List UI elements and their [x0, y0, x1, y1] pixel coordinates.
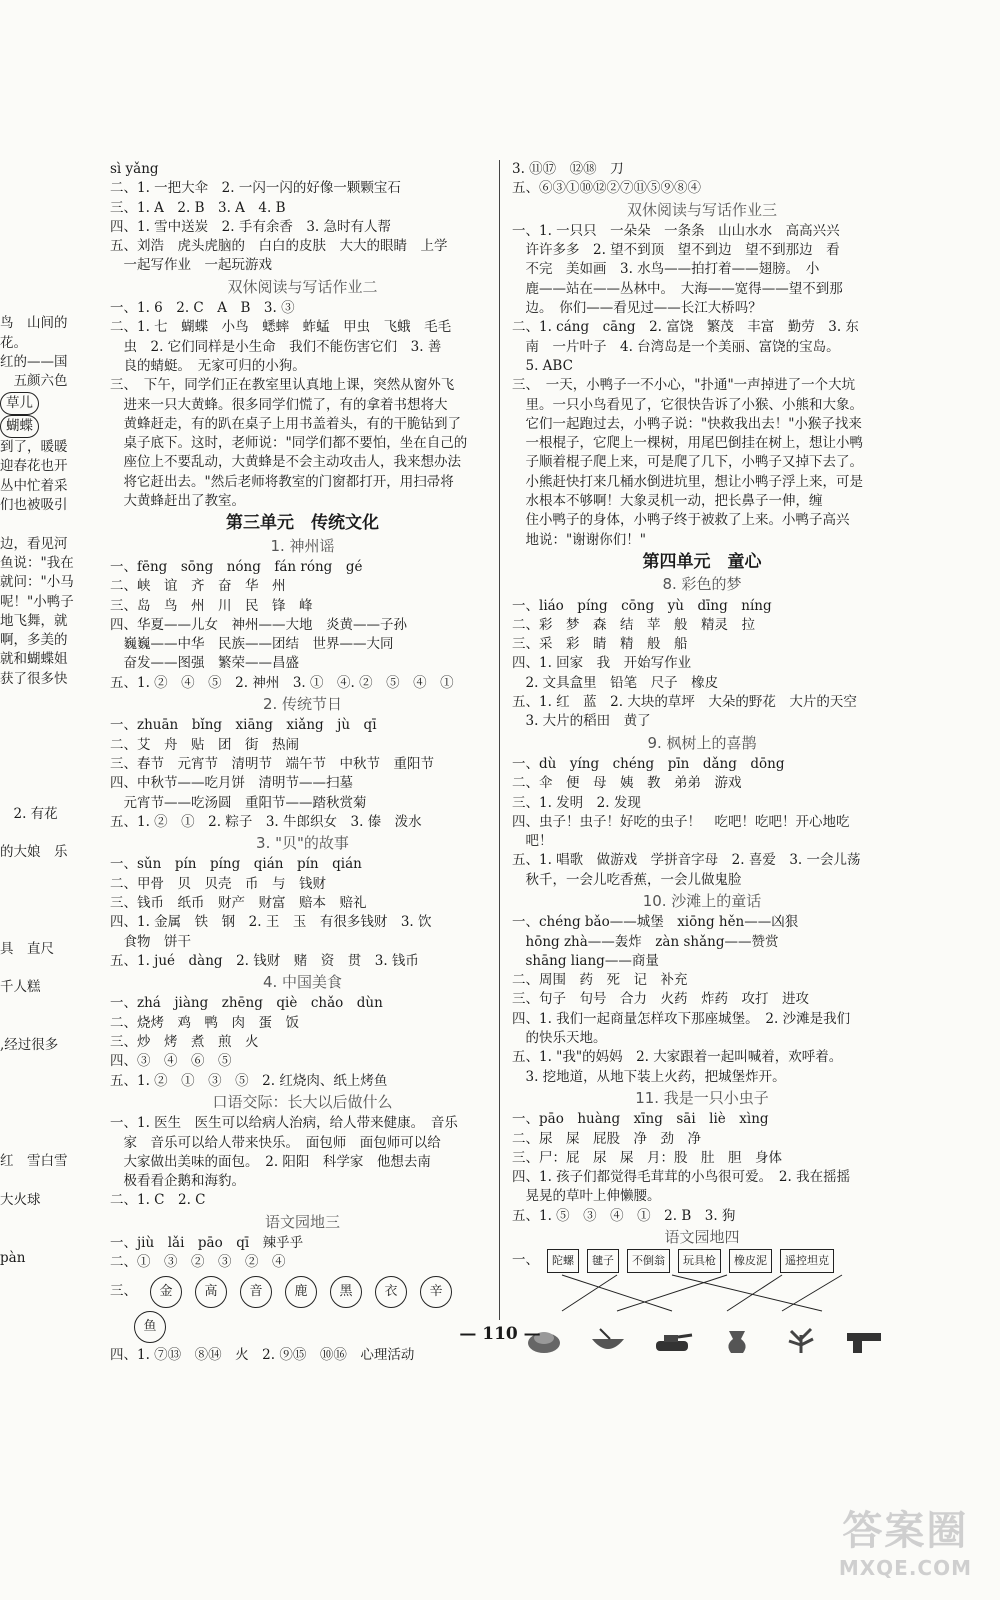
matching-word-box: 毽子: [587, 1249, 619, 1272]
left-fragment-line: 啊，多美的: [0, 632, 68, 649]
left-fragment-line: 具 直尺: [0, 940, 54, 957]
left-fragment-line: [0, 863, 60, 882]
left-fragment-line: [0, 1229, 60, 1248]
left-fragment-line: 就问："小马: [0, 574, 74, 591]
left-fragment-line: 地飞舞，就: [0, 612, 68, 629]
left-fragment-line: [0, 1133, 60, 1152]
watermark: [839, 1499, 972, 1580]
left-fragment-line: 呢！"小鸭子: [0, 593, 74, 610]
middle-line: 一起写作业 一起玩游戏: [110, 257, 272, 274]
matching-line: [727, 1275, 782, 1311]
middle-line: 四、华夏——儿女 神州——大地 炎黄——子孙: [110, 616, 407, 633]
middle-section-heading: 3. "贝"的故事: [256, 834, 349, 853]
circle-row-label: 三、: [110, 1282, 137, 1299]
right-line: 五、1. 红 蓝 2. 大块的草坪 大朵的野花 大片的天空: [512, 694, 857, 711]
right-line: 一、1. 一只只 一朵朵 一条条 山山水水 高高兴兴: [512, 222, 840, 239]
left-fragment-line: pàn: [0, 1249, 26, 1266]
middle-line: 一、1. 医生 医生可以给病人治病，给人带来健康。 音乐: [110, 1115, 458, 1132]
right-line: 五、1. "我"的妈妈 2. 大家跟着一起叫喊着，欢呼着。: [512, 1049, 843, 1066]
right-line: 住小鸭子的身体，小鸭子终于被救了上来。小鸭子高兴: [512, 512, 850, 529]
right-line: 四、虫子！虫子！好吃的虫子！ 吃吧！吃吧！开心地吃: [512, 813, 850, 830]
right-line: 五、1. 唱歌 做游戏 学拼音字母 2. 喜爱 3. 一会儿荡: [512, 852, 861, 869]
right-line: 五、⑥③①⑩⑫②⑦⑪⑤⑨⑧④: [512, 180, 701, 197]
left-cut-column: [0, 160, 74, 1268]
right-line: 晃晃的草叶上伸懒腰。: [512, 1188, 661, 1205]
right-line: 二、伞 便 母 姨 教 弟弟 游戏: [512, 775, 742, 792]
right-line: 南 一片叶子 4. 台湾岛是一个美丽、富饶的宝岛。: [512, 338, 840, 355]
left-fragment-line: 丛中忙着采: [0, 477, 68, 494]
right-line: 3. 挖地道，从地下装上火药，把城堡炸开。: [512, 1068, 786, 1085]
middle-line: 良的蜻蜓。 无家可归的小狗。: [110, 357, 306, 374]
matching-line: [617, 1275, 727, 1311]
middle-line: 二、峡 谊 齐 奋 华 州: [110, 578, 286, 595]
middle-line: 座位上不要乱动，大黄蜂是不会主动攻击人，我来想办法: [110, 454, 461, 471]
watermark-top: 答案圈: [842, 1508, 969, 1554]
left-fragment-line: [0, 1075, 60, 1094]
toy-picture-vase: [715, 1325, 759, 1355]
left-fragment-line: [0, 901, 60, 920]
right-line: 许许多多 2. 望不到顶 望不到边 望不到那边 看: [512, 242, 840, 259]
matching-boxes-row: [512, 1249, 892, 1272]
left-fragment-line: [0, 218, 60, 237]
right-line: 三、 一天，小鸭子一不小心，"扑通"一声掉进了一个大坑: [512, 377, 856, 394]
circle-character: 鱼: [134, 1311, 166, 1343]
matching-word-box: 陀螺: [547, 1249, 579, 1272]
right-line: 三、采 彩 睛 精 般 船: [512, 636, 688, 653]
left-ring-label: 草儿: [0, 392, 39, 415]
right-line: 二、尿 屎 屁股 净 劲 净: [512, 1130, 701, 1147]
middle-line: 五、1. ② ④ ⑤ 2. 神州 3. ① ④. ② ⑤ ④ ①: [110, 674, 454, 691]
right-line: 三、1. 发明 2. 发现: [512, 794, 641, 811]
right-line: 3. ⑪⑰ ⑫⑱ 刀: [512, 161, 624, 177]
right-line: 一、pāo huàng xīng sāi liè xìng: [512, 1111, 769, 1128]
right-unit-heading: 第四单元 童心: [642, 551, 762, 572]
middle-section-heading: 口语交际：长大以后做什么: [212, 1092, 393, 1111]
left-fragment-line: [0, 728, 60, 747]
left-fragment-line: 鱼说："我在: [0, 554, 74, 571]
circle-character: 音: [240, 1276, 272, 1308]
middle-line: 巍巍——中华 民族——团结 世界——大同: [110, 636, 394, 653]
middle-line: 桌子底下。这时，老师说："同学们都不要怕，坐在自己的: [110, 435, 468, 452]
left-fragment-line: [0, 747, 60, 766]
left-fragment-line: [0, 256, 60, 275]
middle-line: 一、jiù lǎi pāo qī 辣乎乎: [110, 1235, 304, 1252]
middle-line: 将它赶出去。"然后老师将教室的门窗都打开，用扫帚将: [110, 473, 454, 490]
left-fragment-line: [0, 1114, 60, 1133]
circle-character: 高: [195, 1276, 227, 1308]
middle-line: 二、① ③ ② ③ ② ④: [110, 1254, 286, 1271]
middle-line: 四、1. 雪中送炭 2. 手有余香 3. 急时有人帮: [110, 218, 392, 235]
middle-unit-heading: 第三单元 传统文化: [226, 513, 379, 534]
left-fragment-line: [0, 1017, 60, 1036]
left-fragment-line: 边，看见河: [0, 535, 68, 552]
middle-line: 进来一只大黄蜂。很多同学们慌了，有的拿着书想将大: [110, 396, 448, 413]
middle-line: 元宵节——吃汤圆 重阳节——踏秋赏菊: [110, 794, 367, 811]
middle-line: 四、1. 金属 铁 钢 2. 王 玉 有很多钱财 3. 饮: [110, 914, 432, 931]
middle-line: 黄蜂赶走，有的趴在桌子上用书盖着头，有的干脆钻到了: [110, 415, 461, 432]
middle-line: 五、1. ② ① 2. 粽子 3. 牛郎织女 3. 傣 泼水: [110, 813, 422, 830]
middle-line: 虫 2. 它们同样是小生命 我们不能伤害它们 3. 善: [110, 338, 442, 355]
right-line: 二、彩 梦 森 结 苹 般 精灵 拉: [512, 616, 755, 633]
right-line: 子顺着棍子爬上来，可是爬了几下，小鸭子又掉下去了。: [512, 454, 863, 471]
matching-word-box: 不倒翁: [627, 1249, 670, 1272]
middle-line: 五、1. jué dàng 2. 钱财 赌 资 贯 3. 钱币: [110, 952, 419, 969]
right-line: 五、1. ⑤ ③ ④ ① 2. B 3. 狗: [512, 1207, 736, 1224]
right-line: 一、liáo píng cōng yù dīng níng: [512, 597, 772, 614]
middle-section-heading: 4. 中国美食: [262, 973, 343, 992]
left-fragment-line: 千人糕: [0, 979, 41, 996]
middle-line: sì yǎng: [110, 161, 159, 177]
matching-line: [562, 1275, 672, 1311]
matching-line: [562, 1275, 617, 1311]
toy-picture-gun: [843, 1325, 887, 1355]
page-number: — 110 —: [459, 1324, 541, 1344]
middle-line: 大黄蜂赶出了教室。: [110, 493, 245, 510]
right-line: 四、1. 我们一起商量怎样攻下那座城堡。 2. 沙滩是我们: [512, 1010, 851, 1027]
circle-character: 辛: [420, 1276, 452, 1308]
right-line: 三、尸：屁 尿 屎 月：股 肚 胆 身体: [512, 1149, 782, 1166]
left-fragment-line: [0, 786, 60, 805]
middle-line: 四、③ ④ ⑥ ⑤: [110, 1053, 232, 1070]
right-line: 水根本不够啊！大象灵机一动，把长鼻子一伸，缠: [512, 493, 823, 510]
left-fragment-line: 就和蝴蝶姐: [0, 651, 68, 668]
middle-line: 二、烧烤 鸡 鸭 肉 蛋 饭: [110, 1014, 299, 1031]
right-line: 边。 你们——看见过——长江大桥吗？: [512, 300, 762, 317]
column-divider: [499, 160, 500, 1320]
middle-line: 二、1. C 2. C: [110, 1192, 206, 1209]
right-column: [512, 160, 892, 1355]
middle-line: 五、1. ② ① ③ ⑤ 2. 红烧肉、纸上烤鱼: [110, 1072, 388, 1089]
left-fragment-line: [0, 998, 60, 1017]
matching-word-box: 玩具枪: [678, 1249, 721, 1272]
left-fragment-line: [0, 1056, 60, 1075]
right-line: 四、1. 孩子们都觉得毛茸茸的小鸟很可爱。 2. 我在摇摇: [512, 1169, 851, 1186]
middle-section-heading: 2. 传统节日: [262, 695, 343, 714]
right-line: 秋千，一会儿吃香蕉，一会儿做鬼脸: [512, 871, 742, 888]
left-fragment-line: 迎春花也开: [0, 458, 68, 475]
left-fragment-line: [0, 415, 60, 438]
left-fragment-line: [0, 959, 60, 978]
middle-line: 二、1. 七 蝴蝶 小鸟 蟋蟀 蚱蜢 甲虫 飞蛾 毛毛: [110, 319, 452, 336]
left-fragment-line: [0, 1094, 60, 1113]
middle-line: 二、1. 一把大伞 2. 一闪一闪的好像一颗颗宝石: [110, 180, 401, 197]
left-fragment-line: 红 雪白雪: [0, 1153, 68, 1170]
right-line: 的快乐天地。: [512, 1030, 607, 1047]
left-fragment-line: 鸟 山间的: [0, 315, 68, 332]
right-section-heading: 语文园地四: [664, 1228, 740, 1247]
middle-section-heading: 1. 神州谣: [270, 536, 335, 555]
left-fragment-line: 到了，暖暖: [0, 439, 68, 456]
middle-line: 三、岛 鸟 州 川 民 锋 峰: [110, 597, 313, 614]
toy-picture-plant: [779, 1325, 823, 1355]
middle-line: 三、炒 烤 煮 煎 火: [110, 1034, 259, 1051]
middle-line: 四、1. ⑦⑬ ⑧⑭ 火 2. ⑨⑮ ⑩⑯ 心理活动: [110, 1346, 415, 1363]
left-fragment-line: [0, 276, 60, 295]
middle-section-heading: 语文园地三: [264, 1212, 340, 1231]
left-fragment-line: [0, 1210, 60, 1229]
right-section-heading: 9. 枫树上的喜鹊: [647, 733, 757, 752]
left-ring-label: 蝴蝶: [0, 415, 39, 438]
middle-line: 三、春节 元宵节 清明节 端午节 中秋节 重阳节: [110, 755, 434, 772]
middle-line: 一、fēng sōng nóng fán róng gé: [110, 558, 363, 575]
middle-line: 一、zhuān bǐng xiāng xiǎng jù qī: [110, 717, 377, 734]
middle-line: 一、zhá jiàng zhēng qiè chǎo dùn: [110, 995, 383, 1012]
right-line: 二、1. cáng cāng 2. 富饶 繁茂 丰富 勤劳 3. 东: [512, 319, 859, 336]
right-line: hōng zhà——轰炸 zàn shǎng——赞赏: [512, 933, 779, 950]
left-fragment-line: [0, 237, 60, 256]
middle-line: 家 音乐可以给人带来快乐。 面包师 面包师可以给: [110, 1134, 441, 1151]
right-line: 5. ABC: [512, 357, 573, 374]
matching-lines: [522, 1273, 892, 1313]
right-line: 它们一起跑过去，小鸭子说："快救我出去！"小猴子找来: [512, 415, 862, 432]
right-line: 不完 美如画 3. 水鸟——拍打着——翅膀。 小: [512, 261, 820, 278]
matching-line: [672, 1275, 822, 1311]
right-section-heading: 双休阅读与写话作业三: [626, 200, 777, 219]
left-fragment-line: 2. 有花: [0, 805, 58, 822]
circle-character-row: [110, 1276, 495, 1308]
left-fragment-line: 的大娘 乐: [0, 844, 68, 861]
middle-section-heading: 双休阅读与写话作业二: [227, 277, 378, 296]
toy-picture-bowl: [586, 1325, 630, 1355]
left-fragment-line: [0, 689, 60, 708]
toy-picture-tank: [650, 1325, 694, 1355]
left-fragment-line: 们也被吸引: [0, 497, 68, 514]
left-fragment-line: 大火球: [0, 1191, 41, 1208]
right-line: 吧！: [512, 833, 553, 850]
matching-word-box: 橡皮泥: [729, 1249, 772, 1272]
circle-character: 衣: [375, 1276, 407, 1308]
left-fragment-line: [0, 824, 60, 843]
right-line: 三、句子 句号 合力 火药 炸药 攻打 进攻: [512, 991, 809, 1008]
middle-line: 食物 饼干: [110, 933, 191, 950]
middle-line: 一、1. 6 2. C A B 3. ③: [110, 300, 295, 317]
middle-line: 大家做出美味的面包。 2. 阳阳 科学家 他想去南: [110, 1153, 431, 1170]
middle-line: 三、1. A 2. B 3. A 4. B: [110, 199, 286, 216]
left-fragment-line: ,经过很多: [0, 1037, 59, 1054]
middle-line: 一、sǔn pín píng qián pín qián: [110, 856, 362, 873]
left-fragment-line: [0, 295, 60, 314]
left-fragment-line: 红的——国: [0, 353, 68, 370]
left-fragment-line: [0, 179, 60, 198]
right-line: 一、dù yíng chéng pīn dǎng dōng: [512, 755, 785, 772]
right-section-heading: 8. 彩色的梦: [662, 575, 742, 594]
left-fragment-line: [0, 160, 60, 179]
left-fragment-line: [0, 882, 60, 901]
watermark-bottom: MXQE.COM: [838, 1556, 972, 1580]
right-line: 地说："谢谢你们！": [512, 531, 646, 548]
middle-line: 奋发——图强 繁荣——昌盛: [110, 655, 299, 672]
right-section-heading: 11. 我是一只小虫子: [635, 1088, 769, 1107]
middle-line: 三、 下午，同学们正在教室里认真地上课，突然从窗外飞: [110, 377, 455, 394]
matching-pictures-row: [522, 1325, 887, 1355]
right-line: 2. 文具盒里 铅笔 尺子 橡皮: [512, 674, 719, 691]
right-line: 小熊赶快打来几桶水倒进坑里，想让小鸭子浮上来，可是: [512, 473, 863, 490]
right-line: 一根棍子，它爬上一棵树，用尾巴倒挂在树上，想让小鸭: [512, 435, 863, 452]
right-line: 一、chéng bǎo——城堡 xiōng hěn——凶狠: [512, 914, 799, 931]
left-fragment-line: [0, 766, 60, 785]
left-fragment-line: [0, 515, 60, 534]
circle-character: 金: [150, 1276, 182, 1308]
matching-line: [782, 1275, 842, 1311]
middle-line: 五、刘浩 虎头虎脑的 白白的皮肤 大大的眼睛 上学: [110, 238, 448, 255]
left-fragment-line: 五颜六色: [0, 373, 68, 390]
middle-line: 极看看企鹅和海豹。: [110, 1173, 245, 1190]
middle-line: 四、中秋节——吃月饼 清明节——扫墓: [110, 775, 353, 792]
left-fragment-line: [0, 392, 60, 415]
middle-line: 二、甲骨 贝 贝壳 币 与 钱财: [110, 875, 326, 892]
right-line: 四、1. 回家 我 开始写作业: [512, 655, 692, 672]
right-section-heading: 10. 沙滩上的童话: [642, 891, 762, 910]
circle-character: 黑: [330, 1276, 362, 1308]
right-line: 里。一只小鸟看见了，它很快告诉了小猴、小熊和大象。: [512, 396, 863, 413]
left-fragment-line: [0, 199, 60, 218]
circle-character: 鹿: [285, 1276, 317, 1308]
left-fragment-line: [0, 1171, 60, 1190]
middle-line: 二、艾 舟 贴 团 街 热闹: [110, 736, 299, 753]
right-line: 鹿——站在——丛林中。 大海——宽得——望不到那: [512, 280, 843, 297]
matching-word-box: 遥控坦克: [780, 1249, 834, 1272]
right-line: 二、周围 药 死 记 补充: [512, 972, 688, 989]
boxes-label: 一、: [512, 1252, 539, 1269]
left-fragment-line: [0, 921, 60, 940]
left-fragment-line: 获了很多快: [0, 670, 68, 687]
right-line: shāng liang——商量: [512, 952, 659, 969]
middle-column: [110, 160, 495, 1365]
left-fragment-line: [0, 708, 60, 727]
middle-line: 三、钱币 纸币 财产 财富 赔本 赔礼: [110, 894, 367, 911]
right-line: 3. 大片的稻田 黄了: [512, 713, 651, 730]
left-fragment-line: 花。: [0, 334, 27, 351]
